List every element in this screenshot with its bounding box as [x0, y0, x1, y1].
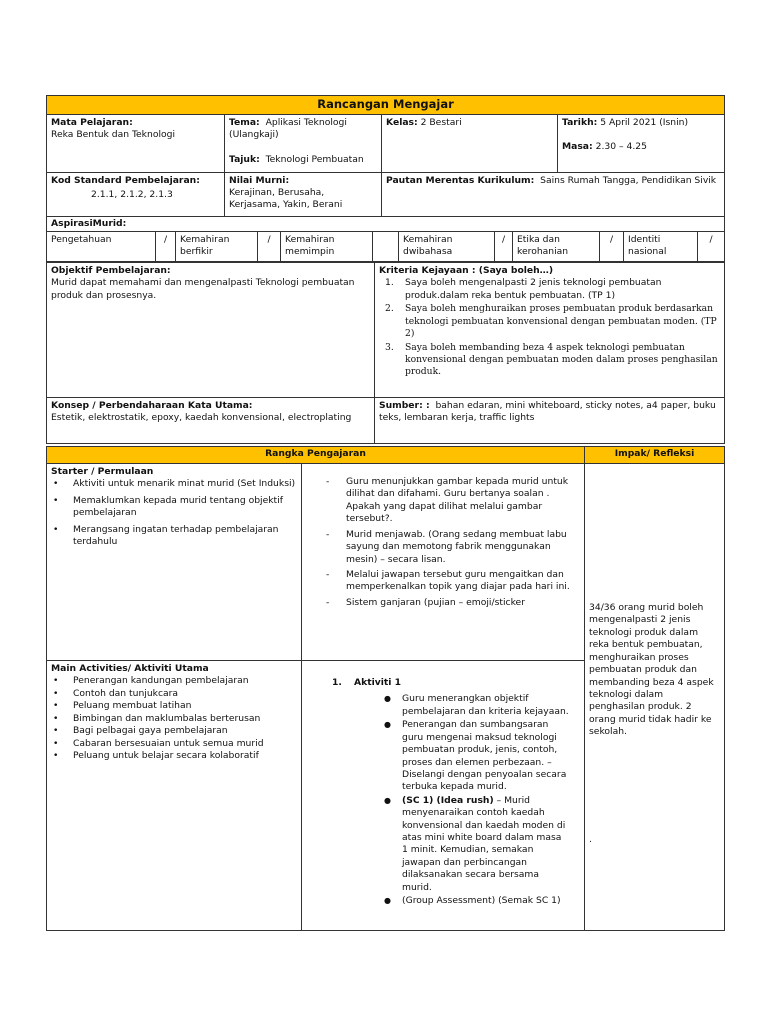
- pautan-cell: [382, 172, 725, 216]
- nilai-murni-label: Nilai Murni:: [229, 174, 290, 186]
- aspirasi-item: Kemahiran berfikir: [176, 232, 258, 262]
- rangka-header: Rangka Pengajaran: [47, 447, 585, 464]
- kelas-label: Kelas:: [386, 116, 418, 128]
- kriteria-cell: [375, 263, 725, 398]
- objektif-value: Murid dapat memahami dan mengenalpasti Teknologi pembuatan produk dan prosesnya.: [51, 277, 355, 301]
- objektif-label: Objektif Pembelajaran:: [51, 265, 171, 276]
- mata-pelajaran-cell: [47, 114, 225, 172]
- kriteria-item: 3. Saya boleh membanding beza 4 aspek teknologi pembuatan konvensional dengan pembuatan moden dalam proses penghasilan produk.: [385, 341, 718, 378]
- aspirasi-mark: /: [258, 232, 281, 262]
- main-item: • Peluang untuk belajar secara kolaboratif: [51, 750, 297, 762]
- starter-item: • Memaklumkan kepada murid tentang objektif pembelajaran: [51, 495, 297, 520]
- masa-value: 2.30 – 4.25: [595, 140, 647, 152]
- aktiviti-number: 1.: [332, 677, 342, 688]
- starter-step: - Sistem ganjaran (pujian – emoji/sticker: [324, 597, 574, 609]
- nilai-murni-cell: [225, 172, 382, 216]
- main-activities-label: Main Activities/ Aktiviti Utama: [51, 663, 209, 674]
- tema-cell: [225, 114, 382, 172]
- impak-header: Impak/ Refleksi: [585, 447, 725, 464]
- nilai-murni-value: Kerajinan, Berusaha, Kerjasama, Yakin, Berani: [229, 186, 343, 211]
- kelas-cell: [382, 114, 558, 172]
- refleksi-text: 34/36 orang murid boleh mengenalpasti 2 jenis teknologi produk dalam reka bentuk pembuatan, menghuraikan proses pembuatan produk dan membanding beza 4 aspek teknologi dalam penghasilan produk. 2 orang murid tidak hadir ke sekolah.: [589, 602, 714, 738]
- aktiviti-item: ● (Group Assessment) (Semak SC 1): [384, 895, 570, 907]
- starter-cell: [47, 464, 302, 661]
- tarikh-value: 5 April 2021 (Isnin): [600, 116, 689, 128]
- kod-standard-value: 2.1.1, 2.1.2, 2.1.3: [91, 188, 173, 200]
- kod-standard-label: Kod Standard Pembelajaran:: [51, 174, 200, 186]
- lesson-plan-table: [46, 95, 725, 232]
- sumber-cell: [375, 398, 725, 444]
- rangka-table: [46, 446, 725, 931]
- pautan-label: Pautan Merentas Kurikulum:: [386, 174, 535, 186]
- main-item: • Bagi pelbagai gaya pembelajaran: [51, 725, 297, 737]
- aktiviti-title: Aktiviti 1: [354, 677, 402, 688]
- objektif-table: [46, 262, 725, 444]
- aspirasi-mark: [373, 232, 399, 262]
- konsep-label: Konsep / Perbendaharaan Kata Utama:: [51, 400, 253, 411]
- tema-value: Aplikasi Teknologi (Ulangkaji): [229, 116, 347, 140]
- tajuk-label: Tajuk:: [229, 154, 260, 166]
- aspirasi-item: Etika dan kerohanian: [513, 232, 600, 262]
- tarikh-label: Tarikh:: [562, 116, 598, 128]
- mata-pelajaran-value: Reka Bentuk dan Teknologi: [51, 128, 176, 140]
- starter-steps-cell: [302, 464, 585, 661]
- starter-step: - Murid menjawab. (Orang sedang membuat labu sayung dan memotong fabrik menggunakan mesin) – secara lisan.: [324, 529, 574, 566]
- aspirasi-mark: /: [156, 232, 176, 262]
- main-item: • Peluang membuat latihan: [51, 700, 297, 712]
- konsep-cell: [47, 398, 375, 444]
- aspirasi-item: Kemahiran memimpin: [281, 232, 373, 262]
- starter-step: - Guru menunjukkan gambar kepada murid untuk dilihat dan difahami. Guru bertanya soalan . Apakah yang dapat dilihat melalui gambar tersebut?.: [324, 476, 574, 526]
- refleksi-cell: [585, 464, 725, 931]
- aspirasi-mark: /: [600, 232, 624, 262]
- sumber-value: bahan edaran, mini whiteboard, sticky notes, a4 paper, buku teks, lembaran kerja, traffic lights: [379, 400, 716, 424]
- aspirasi-item: Pengetahuan: [47, 232, 156, 262]
- aktiviti-item: ● Guru menerangkan objektif pembelajaran dan kriteria kejayaan.: [384, 693, 570, 718]
- kod-standard-cell: [47, 172, 225, 216]
- starter-label: Starter / Permulaan: [51, 466, 154, 477]
- aspirasi-mark: /: [495, 232, 513, 262]
- konsep-value: Estetik, elektrostatik, epoxy, kaedah konvensional, electroplating: [51, 412, 352, 424]
- tema-label: Tema:: [229, 116, 260, 128]
- pautan-value: Sains Rumah Tangga, Pendidikan Sivik: [540, 174, 717, 186]
- starter-item: • Merangsang ingatan terhadap pembelajaran terdahulu: [51, 524, 297, 549]
- main-item: • Penerangan kandungan pembelajaran: [51, 675, 297, 687]
- aktiviti-item: ● (SC 1) (Idea rush) – Murid menyenaraikan contoh kaedah konvensional dan kaedah moden di atas mini white board dalam masa 1 minit. Kemudian, semakan jawapan dan perbincangan dilaksanakan secara bersama murid.: [384, 795, 570, 894]
- mata-pelajaran-label: Mata Pelajaran:: [51, 116, 133, 128]
- page-title: Rancangan Mengajar: [47, 96, 725, 115]
- aspirasi-mark: /: [698, 232, 725, 262]
- tarikh-cell: [558, 114, 725, 172]
- aktiviti-cell: [302, 661, 585, 931]
- aktiviti-item: ● Penerangan dan sumbangsaran guru mengenai maksud teknologi pembuatan produk, jenis, contoh, proses dan elemen perbezaan. – Diselangi dengan penyoalan secara terbuka kepada murid.: [384, 719, 570, 794]
- masa-label: Masa:: [562, 140, 593, 152]
- tajuk-value: Teknologi Pembuatan: [265, 154, 364, 166]
- refleksi-dot: .: [589, 833, 592, 845]
- aspirasi-item: Identiti nasional: [624, 232, 698, 262]
- objektif-cell: [47, 263, 375, 398]
- starter-item: • Aktiviti untuk menarik minat murid (Set Induksi): [51, 478, 297, 490]
- aspirasi-item: Kemahiran dwibahasa: [399, 232, 495, 262]
- kriteria-item: 2. Saya boleh menghuraikan proses pembuatan produk berdasarkan teknologi pembuatan konvensional dengan pembuatan moden. (TP 2): [385, 303, 717, 340]
- main-item: • Bimbingan dan maklumbalas berterusan: [51, 713, 297, 725]
- main-item: • Cabaran bersesuaian untuk semua murid: [51, 738, 297, 750]
- kelas-value: 2 Bestari: [420, 116, 462, 128]
- aspirasi-label: AspirasiMurid:: [47, 216, 725, 231]
- starter-step: - Melalui jawapan tersebut guru mengaitkan dan memperkenalkan topik yang diajar pada hari ini.: [324, 569, 574, 594]
- main-item: • Contoh dan tunjukcara: [51, 688, 297, 700]
- aspirasi-table: [46, 231, 725, 262]
- kriteria-label: Kriteria Kejayaan : (Saya boleh…): [379, 265, 554, 276]
- aktiviti-title-row: [306, 677, 576, 689]
- kriteria-item: 1. Saya boleh mengenalpasti 2 jenis teknologi pembuatan produk.dalam reka bentuk pembuatan. (TP 1): [385, 277, 662, 301]
- main-activities-cell: [47, 661, 302, 931]
- sumber-label: Sumber: :: [379, 400, 430, 411]
